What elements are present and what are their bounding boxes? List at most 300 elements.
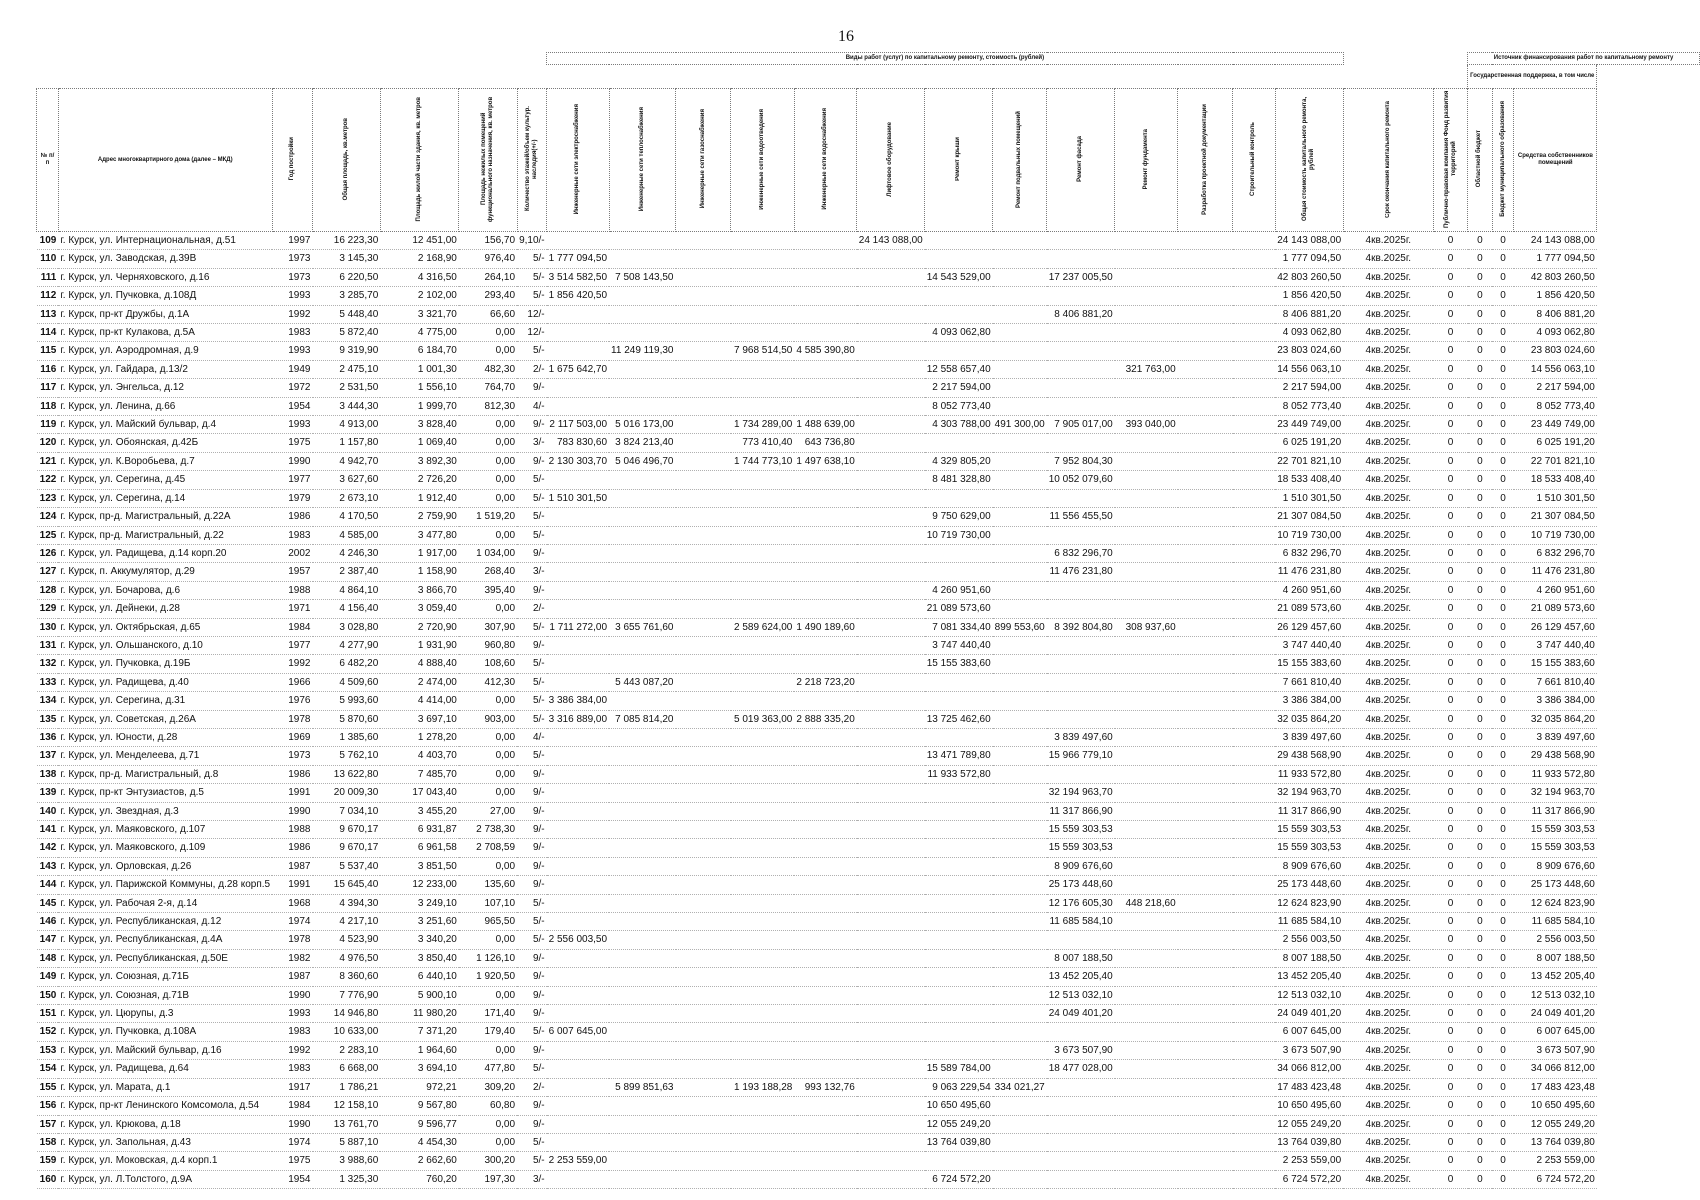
cell-total-area: 3 988,60 [313, 1152, 381, 1170]
cell-roof: 4 329 805,20 [925, 452, 993, 470]
cell-facade [1047, 931, 1115, 949]
cell-fund: 0 [1433, 931, 1467, 949]
cell-municipal: 0 [1492, 1152, 1514, 1170]
cell-nonliving-area: 0,00 [459, 728, 517, 746]
cell-no: 119 [37, 416, 59, 434]
cell-elec [547, 324, 609, 342]
cell-facade [1047, 1152, 1115, 1170]
cell-fund: 0 [1433, 305, 1467, 323]
cell-control [1233, 508, 1275, 526]
cell-roof: 2 217 594,00 [925, 379, 993, 397]
cell-water [794, 250, 856, 268]
cell-lift [857, 894, 925, 912]
cell-no: 109 [37, 232, 59, 250]
cell-heat [609, 305, 675, 323]
cell-foundation [1115, 673, 1178, 691]
cell-control [1233, 692, 1275, 710]
cell-address: г. Курск, ул. Маяковского, д.107 [58, 821, 272, 839]
cell-year: 1993 [272, 416, 312, 434]
cell-total-area: 5 537,40 [313, 857, 381, 875]
cell-roof: 12 055 249,20 [925, 1115, 993, 1133]
cell-deadline: 4кв.2025г. [1343, 857, 1433, 875]
cell-gas [676, 673, 731, 691]
cell-basement [993, 1023, 1047, 1041]
cell-municipal: 0 [1492, 250, 1514, 268]
cell-basement [993, 986, 1047, 1004]
cell-year: 1977 [272, 471, 312, 489]
cell-water [794, 324, 856, 342]
cell-heat: 7 085 814,20 [609, 710, 675, 728]
cell-municipal: 0 [1492, 857, 1514, 875]
cell-design [1178, 342, 1233, 360]
cell-owners: 15 155 383,60 [1514, 655, 1597, 673]
cell-design [1178, 765, 1233, 783]
cell-heat [609, 1152, 675, 1170]
cell-nonliving-area: 960,80 [459, 636, 517, 654]
cell-no: 157 [37, 1115, 59, 1133]
cell-lift [857, 655, 925, 673]
column-header [380, 89, 459, 232]
cell-nonliving-area: 0,00 [459, 434, 517, 452]
cell-facade: 8 406 881,20 [1047, 305, 1115, 323]
table-row [37, 1041, 1700, 1059]
table-row [37, 784, 1700, 802]
cell-owners: 32 194 963,70 [1514, 784, 1597, 802]
cell-control [1233, 1078, 1275, 1096]
cell-sewer [731, 489, 795, 507]
cell-basement [993, 434, 1047, 452]
cell-sewer [731, 397, 795, 415]
cell-sewer [731, 728, 795, 746]
cell-heat [609, 1115, 675, 1133]
cell-design [1178, 1078, 1233, 1096]
cell-basement [993, 728, 1047, 746]
cell-design [1178, 268, 1233, 286]
cell-facade [1047, 232, 1115, 250]
cell-owners: 14 556 063,10 [1514, 360, 1597, 378]
cell-heat [609, 968, 675, 986]
cell-basement: 491 300,00 [993, 416, 1047, 434]
column-header [1115, 89, 1178, 232]
cell-total-cost: 21 307 084,50 [1275, 508, 1343, 526]
cell-roof: 21 089 573,60 [925, 600, 993, 618]
cell-deadline: 4кв.2025г. [1343, 416, 1433, 434]
cell-elec [547, 894, 609, 912]
cell-nonliving-area: 0,00 [459, 931, 517, 949]
table-row [37, 636, 1700, 654]
cell-owners: 11 476 231,80 [1514, 563, 1597, 581]
cell-fund: 0 [1433, 324, 1467, 342]
cell-basement [993, 397, 1047, 415]
cell-total-cost: 15 559 303,53 [1275, 839, 1343, 857]
cell-living-area: 2 726,20 [380, 471, 459, 489]
cell-total-area: 5 762,10 [313, 747, 381, 765]
column-header [731, 89, 795, 232]
cell-nonliving-area: 0,00 [459, 526, 517, 544]
cell-sewer [731, 1170, 795, 1188]
cell-lift [857, 250, 925, 268]
cell-year: 1954 [272, 397, 312, 415]
cell-elec [547, 968, 609, 986]
cell-basement [993, 342, 1047, 360]
cell-total-cost: 1 777 094,50 [1275, 250, 1343, 268]
cell-living-area: 1 001,30 [380, 360, 459, 378]
cell-deadline: 4кв.2025г. [1343, 581, 1433, 599]
cell-foundation [1115, 508, 1178, 526]
cell-sewer: 773 410,40 [731, 434, 795, 452]
cell-total-area: 20 009,30 [313, 784, 381, 802]
cell-nonliving-area: 107,10 [459, 894, 517, 912]
cell-total-cost: 6 007 645,00 [1275, 1023, 1343, 1041]
table-row [37, 305, 1700, 323]
cell-deadline: 4кв.2025г. [1343, 268, 1433, 286]
cell-municipal: 0 [1492, 876, 1514, 894]
cell-total-cost: 8 052 773,40 [1275, 397, 1343, 415]
cell-regional: 0 [1468, 489, 1492, 507]
cell-foundation [1115, 489, 1178, 507]
cell-design [1178, 618, 1233, 636]
cell-basement [993, 839, 1047, 857]
cell-regional: 0 [1468, 342, 1492, 360]
cell-basement [993, 379, 1047, 397]
cell-lift [857, 968, 925, 986]
cell-facade: 7 952 804,30 [1047, 452, 1115, 470]
cell-living-area: 4 316,50 [380, 268, 459, 286]
cell-basement [993, 894, 1047, 912]
cell-address: г. Курск, ул. Дейнеки, д.28 [58, 600, 272, 618]
cell-control [1233, 544, 1275, 562]
cell-facade: 25 173 448,60 [1047, 876, 1115, 894]
cell-owners: 22 701 821,10 [1514, 452, 1597, 470]
cell-lift [857, 784, 925, 802]
cell-sewer [731, 949, 795, 967]
cell-total-area: 2 387,40 [313, 563, 381, 581]
cell-design [1178, 986, 1233, 1004]
cell-municipal: 0 [1492, 581, 1514, 599]
cell-address: г. Курск, ул. Обоянская, д.42Б [58, 434, 272, 452]
cell-total-cost: 1 510 301,50 [1275, 489, 1343, 507]
column-header [1343, 89, 1433, 232]
cell-roof: 4 303 788,00 [925, 416, 993, 434]
cell-gas [676, 232, 731, 250]
cell-control [1233, 434, 1275, 452]
cell-foundation [1115, 728, 1178, 746]
cell-floors: 9/- [517, 1005, 547, 1023]
cell-control [1233, 802, 1275, 820]
cell-living-area: 5 900,10 [380, 986, 459, 1004]
column-header-label: Средства собственников помещений [1517, 153, 1593, 166]
cell-gas [676, 876, 731, 894]
cell-owners: 17 483 423,48 [1514, 1078, 1597, 1096]
cell-water [794, 1023, 856, 1041]
cell-year: 1973 [272, 747, 312, 765]
cell-elec [547, 913, 609, 931]
cell-gas [676, 452, 731, 470]
cell-year: 1992 [272, 655, 312, 673]
cell-lift [857, 913, 925, 931]
cell-control [1233, 397, 1275, 415]
cell-gas [676, 434, 731, 452]
cell-facade [1047, 379, 1115, 397]
cell-heat [609, 397, 675, 415]
cell-facade [1047, 250, 1115, 268]
cell-year: 1992 [272, 1041, 312, 1059]
cell-sewer [731, 268, 795, 286]
table-row [37, 397, 1700, 415]
cell-design [1178, 949, 1233, 967]
cell-living-area: 12 233,00 [380, 876, 459, 894]
cell-living-area: 2 474,00 [380, 673, 459, 691]
cell-floors: 5/- [517, 489, 547, 507]
cell-control [1233, 232, 1275, 250]
cell-control [1233, 839, 1275, 857]
cell-no: 117 [37, 379, 59, 397]
cell-roof [925, 489, 993, 507]
cell-floors: 9/- [517, 452, 547, 470]
cell-foundation [1115, 1060, 1178, 1078]
cell-regional: 0 [1468, 360, 1492, 378]
cell-lift [857, 802, 925, 820]
cell-gas [676, 636, 731, 654]
cell-deadline: 4кв.2025г. [1343, 489, 1433, 507]
cell-design [1178, 471, 1233, 489]
cell-heat [609, 544, 675, 562]
cell-heat [609, 232, 675, 250]
cell-year: 1978 [272, 710, 312, 728]
cell-water: 4 585 390,80 [794, 342, 856, 360]
column-header [1433, 89, 1467, 232]
cell-foundation [1115, 931, 1178, 949]
cell-floors: 9/- [517, 802, 547, 820]
cell-municipal: 0 [1492, 728, 1514, 746]
cell-year: 1983 [272, 1060, 312, 1078]
cell-total-cost: 8 909 676,60 [1275, 857, 1343, 875]
table-row [37, 931, 1700, 949]
cell-basement [993, 857, 1047, 875]
cell-fund: 0 [1433, 765, 1467, 783]
cell-heat [609, 563, 675, 581]
cell-basement [993, 268, 1047, 286]
cell-living-area: 1 556,10 [380, 379, 459, 397]
cell-sewer [731, 563, 795, 581]
column-header [517, 89, 547, 232]
cell-fund: 0 [1433, 1041, 1467, 1059]
cell-heat [609, 949, 675, 967]
cell-sewer [731, 821, 795, 839]
cell-fund: 0 [1433, 342, 1467, 360]
cell-address: г. Курск, ул. Маяковского, д.109 [58, 839, 272, 857]
cell-living-area: 2 720,90 [380, 618, 459, 636]
cell-water [794, 821, 856, 839]
cell-gas [676, 1005, 731, 1023]
cell-floors: 5/- [517, 931, 547, 949]
cell-foundation [1115, 581, 1178, 599]
cell-control [1233, 1152, 1275, 1170]
cell-living-area: 2 662,60 [380, 1152, 459, 1170]
column-header-label: Инженерные сети электроснабжения [574, 103, 581, 215]
cell-heat: 5 046 496,70 [609, 452, 675, 470]
cell-foundation [1115, 710, 1178, 728]
cell-year: 1949 [272, 360, 312, 378]
cell-heat [609, 1041, 675, 1059]
cell-sewer [731, 526, 795, 544]
table-row [37, 821, 1700, 839]
cell-lift [857, 821, 925, 839]
cell-facade: 15 966 779,10 [1047, 747, 1115, 765]
column-header [857, 89, 925, 232]
cell-floors: 12/- [517, 305, 547, 323]
cell-design [1178, 821, 1233, 839]
cell-total-cost: 23 449 749,00 [1275, 416, 1343, 434]
cell-fund: 0 [1433, 747, 1467, 765]
cell-lift [857, 1170, 925, 1188]
cell-gas [676, 655, 731, 673]
cell-foundation [1115, 1133, 1178, 1151]
table-row [37, 728, 1700, 746]
cell-floors: 9/- [517, 821, 547, 839]
cell-deadline: 4кв.2025г. [1343, 986, 1433, 1004]
cell-living-area: 2 168,90 [380, 250, 459, 268]
cell-basement [993, 673, 1047, 691]
cell-lift [857, 600, 925, 618]
cell-address: г. Курск, ул. Аэродромная, д.9 [58, 342, 272, 360]
cell-heat [609, 1097, 675, 1115]
table-row [37, 1097, 1700, 1115]
cell-nonliving-area: 268,40 [459, 563, 517, 581]
table-row [37, 673, 1700, 691]
cell-year: 1968 [272, 894, 312, 912]
cell-foundation [1115, 692, 1178, 710]
cell-sewer [731, 287, 795, 305]
cell-regional: 0 [1468, 287, 1492, 305]
cell-nonliving-area: 0,00 [459, 986, 517, 1004]
cell-owners: 8 052 773,40 [1514, 397, 1597, 415]
cell-address: г. Курск, ул. Серегина, д.45 [58, 471, 272, 489]
cell-basement [993, 784, 1047, 802]
cell-basement [993, 692, 1047, 710]
cell-year: 1984 [272, 618, 312, 636]
cell-sewer [731, 544, 795, 562]
cell-fund: 0 [1433, 287, 1467, 305]
cell-facade: 8 007 188,50 [1047, 949, 1115, 967]
cell-living-area: 3 340,20 [380, 931, 459, 949]
cell-address: г. Курск, ул. Серегина, д.31 [58, 692, 272, 710]
cell-elec: 2 556 003,50 [547, 931, 609, 949]
cell-facade: 15 559 303,53 [1047, 821, 1115, 839]
cell-owners: 26 129 457,60 [1514, 618, 1597, 636]
cell-nonliving-area: 0,00 [459, 1115, 517, 1133]
cell-water [794, 802, 856, 820]
cell-facade: 11 685 584,10 [1047, 913, 1115, 931]
cell-lift [857, 1060, 925, 1078]
cell-total-cost: 21 089 573,60 [1275, 600, 1343, 618]
cell-control [1233, 673, 1275, 691]
cell-floors: 5/- [517, 268, 547, 286]
cell-gas [676, 765, 731, 783]
cell-gas [676, 949, 731, 967]
cell-design [1178, 839, 1233, 857]
cell-no: 152 [37, 1023, 59, 1041]
cell-total-cost: 3 386 384,00 [1275, 692, 1343, 710]
cell-municipal: 0 [1492, 508, 1514, 526]
cell-fund: 0 [1433, 1133, 1467, 1151]
cell-fund: 0 [1433, 526, 1467, 544]
cell-regional: 0 [1468, 452, 1492, 470]
cell-no: 147 [37, 931, 59, 949]
cell-living-area: 2 102,00 [380, 287, 459, 305]
cell-total-cost: 2 556 003,50 [1275, 931, 1343, 949]
cell-control [1233, 342, 1275, 360]
cell-design [1178, 379, 1233, 397]
cell-water [794, 508, 856, 526]
column-header-label: Инженерные сети теплоснабжения [638, 106, 645, 212]
cell-foundation [1115, 379, 1178, 397]
cell-gas [676, 1041, 731, 1059]
cell-control [1233, 489, 1275, 507]
cell-roof [925, 563, 993, 581]
cell-fund: 0 [1433, 489, 1467, 507]
cell-elec [547, 784, 609, 802]
cell-gas [676, 1023, 731, 1041]
cell-year: 1993 [272, 287, 312, 305]
cell-regional: 0 [1468, 305, 1492, 323]
table-row [37, 802, 1700, 820]
cell-facade [1047, 489, 1115, 507]
cell-water [794, 1170, 856, 1188]
cell-gas [676, 268, 731, 286]
cell-nonliving-area: 0,00 [459, 600, 517, 618]
cell-floors: 9/- [517, 839, 547, 857]
cell-basement: 334 021,27 [993, 1078, 1047, 1096]
cell-facade [1047, 692, 1115, 710]
column-header-label: Площадь жилой части здания, кв. метров [416, 96, 423, 222]
cell-lift [857, 692, 925, 710]
cell-control [1233, 1133, 1275, 1151]
cell-elec [547, 876, 609, 894]
cell-basement [993, 471, 1047, 489]
cell-total-area: 4 864,10 [313, 581, 381, 599]
cell-roof [925, 1152, 993, 1170]
cell-foundation [1115, 949, 1178, 967]
cell-year: 1987 [272, 968, 312, 986]
cell-no: 123 [37, 489, 59, 507]
cell-facade [1047, 1023, 1115, 1041]
cell-fund: 0 [1433, 710, 1467, 728]
page-number: 16 [838, 28, 854, 45]
cell-total-area: 13 761,70 [313, 1115, 381, 1133]
cell-roof: 6 724 572,20 [925, 1170, 993, 1188]
cell-owners: 10 650 495,60 [1514, 1097, 1597, 1115]
cell-elec [547, 747, 609, 765]
cell-water [794, 471, 856, 489]
cell-regional: 0 [1468, 913, 1492, 931]
cell-nonliving-area: 309,20 [459, 1078, 517, 1096]
table-row [37, 1078, 1700, 1096]
cell-total-area: 6 668,00 [313, 1060, 381, 1078]
cell-year: 1987 [272, 857, 312, 875]
column-header [459, 89, 517, 232]
cell-deadline: 4кв.2025г. [1343, 876, 1433, 894]
cell-deadline: 4кв.2025г. [1343, 1133, 1433, 1151]
cell-basement [993, 544, 1047, 562]
cell-control [1233, 857, 1275, 875]
cell-fund: 0 [1433, 894, 1467, 912]
cell-municipal: 0 [1492, 765, 1514, 783]
cell-roof: 9 063 229,54 [925, 1078, 993, 1096]
table-row [37, 747, 1700, 765]
cell-total-area: 10 633,00 [313, 1023, 381, 1041]
cell-total-cost: 1 856 420,50 [1275, 287, 1343, 305]
